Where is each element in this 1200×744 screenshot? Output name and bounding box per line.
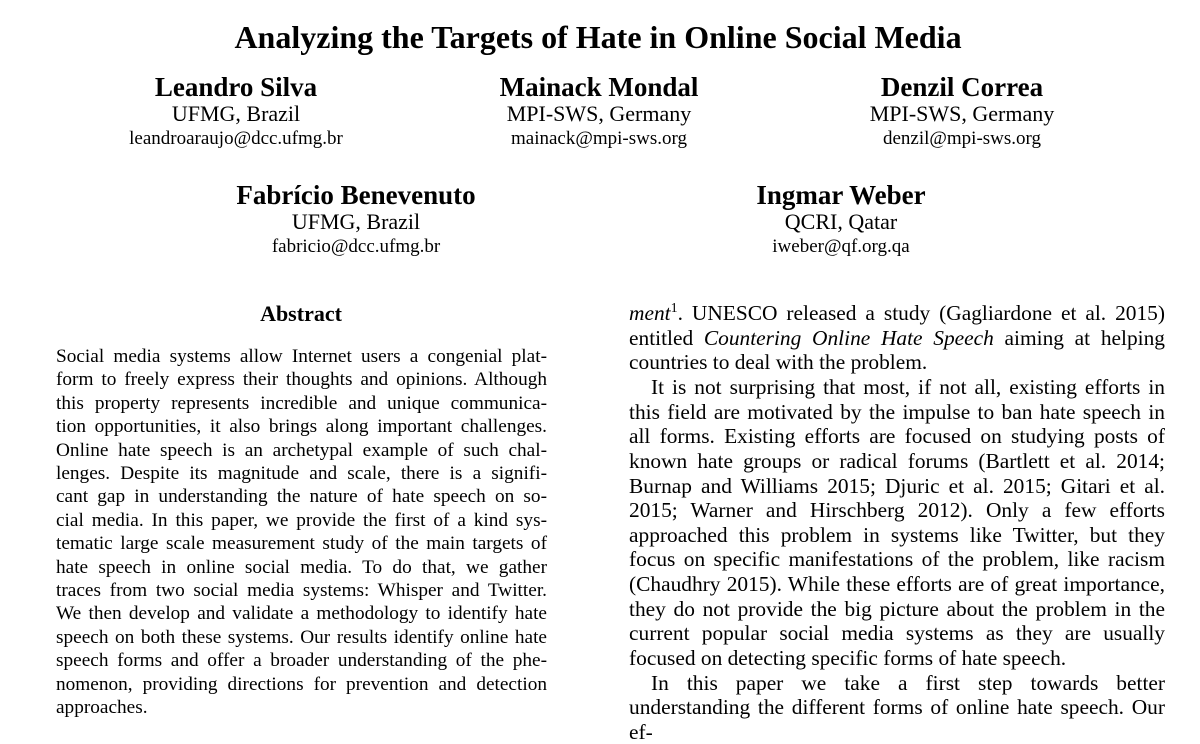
- abstract-line: approaches.: [56, 697, 148, 719]
- author-email: denzil@mpi-sws.org: [882, 128, 1042, 149]
- author-affiliation: QCRI, Qatar: [784, 209, 898, 234]
- abstract-line: cant gap in understanding the nature of hate speech on so-: [56, 486, 547, 508]
- author-name: Ingmar Weber: [756, 180, 926, 210]
- author-name: Fabrício Benevenuto: [236, 180, 476, 210]
- italic-word: ment: [629, 301, 671, 325]
- author-affiliation: MPI-SWS, Germany: [506, 101, 692, 126]
- abstract-line: Online hate speech is an archetypal example of such chal-: [56, 439, 547, 461]
- abstract-line: tematic large scale measurement study of the main targets of: [56, 533, 547, 555]
- paragraph-text: . UNESCO released a study (Gagliardone et al. 2015) entitled: [629, 301, 1165, 350]
- cited-title: Countering Online Hate Speech: [703, 325, 994, 350]
- body-column: [629, 301, 1165, 744]
- author-name: Mainack Mondal: [499, 72, 699, 102]
- abstract-line: traces from two social media systems: Whisper and Twitter.: [56, 580, 547, 602]
- body-paragraph: [629, 301, 1165, 375]
- author-affiliation: UFMG, Brazil: [171, 101, 301, 126]
- abstract-line: speech on both these systems. Our results identify online hate: [56, 626, 547, 648]
- author-name: Leandro Silva: [154, 72, 318, 102]
- author-email: fabricio@dcc.ufmg.br: [271, 236, 441, 257]
- author-block: [66, 72, 406, 151]
- abstract-line: cial media. In this paper, we provide the first of a kind sys-: [56, 509, 547, 531]
- author-email: iweber@qf.org.qa: [772, 236, 910, 257]
- author-name: Denzil Correa: [880, 72, 1044, 102]
- abstract-line: nomenon, providing directions for prevention and detection: [56, 673, 547, 695]
- footnote-marker[interactable]: 1: [670, 300, 678, 316]
- author-block: [186, 180, 526, 259]
- author-email: leandroaraujo@dcc.ufmg.br: [129, 128, 343, 149]
- author-affiliation: MPI-SWS, Germany: [869, 101, 1055, 126]
- author-block: [792, 72, 1132, 151]
- abstract-line: We then develop and validate a methodology to identify hate: [56, 603, 547, 625]
- abstract-line: this property represents incredible and unique communica-: [56, 392, 547, 414]
- abstract-line: form to freely express their thoughts and opinions. Although: [56, 369, 547, 391]
- body-paragraph: In this paper we take a first step towards better understanding the different forms of online hate speech. Our ef-: [629, 670, 1165, 744]
- author-email: mainack@mpi-sws.org: [511, 128, 687, 149]
- paragraph-text: aiming at helping countries to deal with the problem.: [629, 325, 1165, 375]
- author-block: [671, 180, 1011, 259]
- abstract-text: [56, 345, 547, 720]
- body-paragraph: It is not surprising that most, if not all, existing efforts in this field are motivated by the impulse to ban hate speech in all forms. Existing efforts are focused on studying posts of known hate groups or radical forums (Bartlett et al. 2014; Burnap and Williams 2015; Djuric et al. 2015; Gitari et al. 2015; Warner and Hirschberg 2012). Only a few efforts approached this problem in systems like Twitter, but they focus on specific manifestations of the problem, like racism (Chaudhry 2015). While these efforts are of great importance, they do not provide the big picture about the problem in the current popular social media systems as they are usually focused on detecting specific forms of hate speech.: [629, 375, 1165, 670]
- abstract-line: tion opportunities, it also brings along important challenges.: [56, 416, 547, 438]
- abstract-line: hate speech in online social media. To do that, we gather: [56, 556, 547, 578]
- abstract-line: Social media systems allow Internet users a congenial plat-: [56, 346, 547, 367]
- author-affiliation: UFMG, Brazil: [291, 209, 421, 234]
- paper-title: Analyzing the Targets of Hate in Online Social Media: [234, 19, 962, 55]
- abstract-line: lenges. Despite its magnitude and scale, there is a signifi-: [56, 463, 547, 485]
- author-block: [429, 72, 769, 151]
- abstract-heading: Abstract: [260, 301, 342, 326]
- abstract-line: speech forms and offer a broader understanding of the phe-: [56, 650, 547, 672]
